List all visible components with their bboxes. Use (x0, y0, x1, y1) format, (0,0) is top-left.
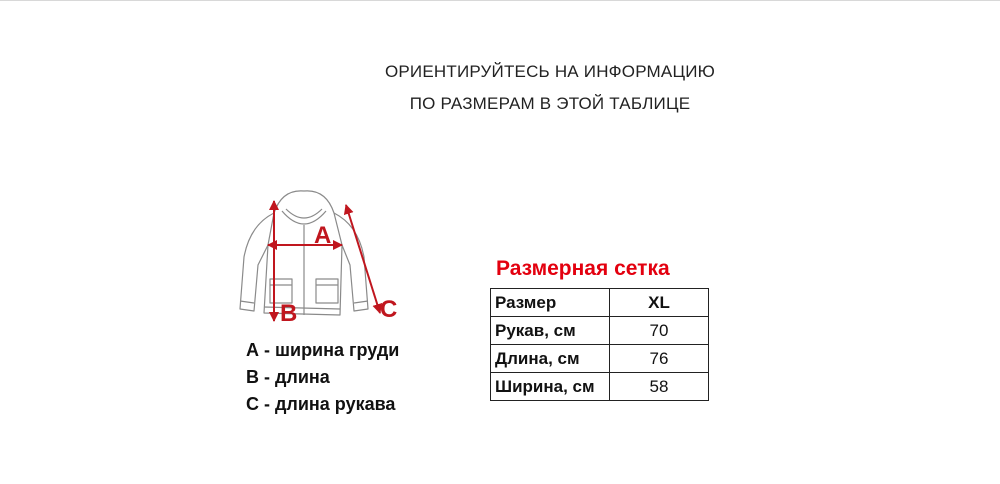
table-row (491, 373, 709, 401)
row-value: 76 (610, 345, 709, 373)
size-table-header-row (491, 289, 709, 317)
row-label: Рукав, см (491, 317, 610, 345)
measurement-legend (246, 337, 399, 418)
legend-length: В - длина (246, 367, 330, 387)
label-c: C (380, 296, 398, 323)
heading-line-2: ПО РАЗМЕРАМ В ЭТОЙ ТАБЛИЦЕ (409, 94, 691, 113)
heading-line-1: ОРИЕНТИРУЙТЕСЬ НА ИНФОРМАЦИЮ (384, 62, 716, 81)
size-header-label: Размер (491, 289, 610, 317)
row-value: 58 (610, 373, 709, 401)
top-divider (0, 0, 1000, 1)
jacket-outline-icon (230, 185, 410, 335)
size-table-title: Размерная сетка (496, 257, 670, 280)
legend-sleeve-length: С - длина рукава (246, 394, 396, 414)
table-row (491, 317, 709, 345)
legend-chest-width: А - ширина груди (246, 340, 400, 360)
label-a: A (314, 222, 332, 249)
row-label: Длина, см (491, 345, 610, 373)
row-value: 70 (610, 317, 709, 345)
table-row (491, 345, 709, 373)
label-b: B (280, 300, 298, 327)
size-table (490, 288, 709, 401)
size-header-value: XL (610, 289, 709, 317)
row-label: Ширина, см (491, 373, 610, 401)
